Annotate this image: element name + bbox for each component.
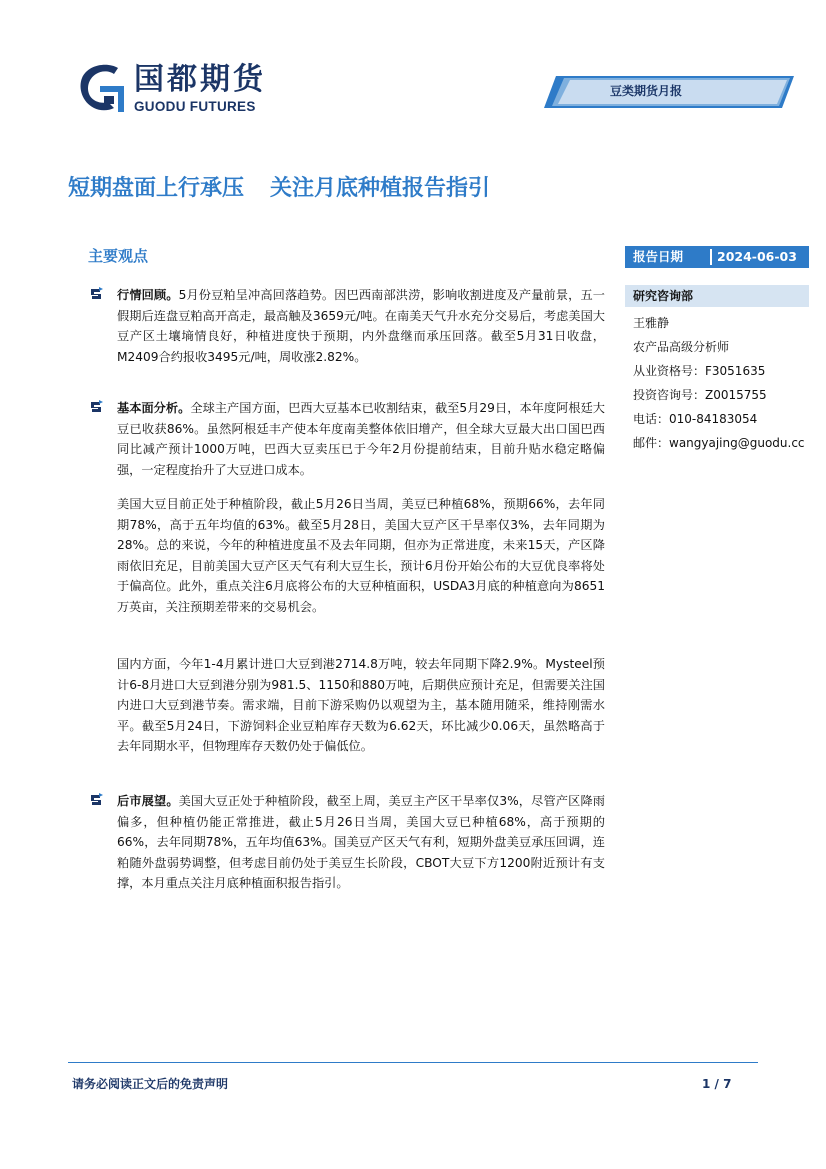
department-name: 研究咨询部 [633,289,694,303]
market-review-label: 行情回顾。 [117,288,179,302]
outlook-label: 后市展望。 [117,794,179,808]
fundamental-analysis-text: 全球主产国方面，巴西大豆基本已收割结束，截至5月29日，本年度阿根廷大豆已收获86%。虽然阿根廷丰产使本年度南美整体依旧增产，但全球大豆最大出口国巴西同比减产预计1000万吨，巴西大豆卖压已于今年2月份提前结束，目前升贴水稳定略偏强，一定程度抬升了大豆进口成本。 [117,401,605,477]
us-soybean-paragraph: 美国大豆目前正处于种植阶段，截止5月26日当周，美豆已种植68%，预期66%，去年同期78%，高于五年均值的63%。截至5月28日，美国大豆产区干旱率仅3%，去年同期为28%。总的来说，今年的种植进度虽不及去年同期，但亦为正常进度，未来15天，产区降雨依旧充足，目前美国大豆产区天气有利大豆生长，预计6月份开始公布的大豆优良率将处于偏高位。此外，重点关注6月底将公布的大豆种植面积，USDA3月底的种植意向为8651万英亩，关注预期差带来的交易机会。 [117,497,605,614]
analyst-role: 农产品高级分析师 [633,340,730,354]
bullet-swirl-icon [88,792,104,808]
page-number: 1 / 7 [702,1077,732,1091]
outlook-paragraph [117,791,605,894]
fundamental-analysis-label: 基本面分析。 [117,401,191,415]
bullet-swirl-icon [88,399,104,415]
logo-english-name: GUODU FUTURES [134,99,256,114]
disclaimer-note: 请务必阅读正文后的免责声明 [72,1077,229,1091]
bullet-swirl-icon [88,286,104,302]
email-address: 邮件：wangyajing@guodu.cc [633,436,805,450]
market-review-text: 5月份豆粕呈冲高回落趋势。因巴西南部洪涝，影响收割进度及产量前景，五一假期后连盘豆粕高开高走，最高触及3659元/吨。在南美天气升水充分交易后，考虑美国大豆产区土壤墒情良好，种植进度快于预期，内外盘继而承压回落。截至5月31日收盘，M2409合约报收3495元/吨，周收涨2.82%。 [117,288,605,364]
department-box [625,285,809,307]
license-number: 从业资格号：F3051635 [633,364,766,378]
report-title-part2: 关注月底种植报告指引 [270,176,491,201]
report-date-divider [710,249,712,265]
report-date-label: 报告日期 [633,249,684,264]
report-title [68,174,490,204]
fundamental-analysis-paragraph [117,398,605,480]
company-logo [78,62,274,118]
logo-chinese-name: 国都期货 [134,62,266,97]
analyst-name: 王雅静 [633,316,670,330]
footer-divider [68,1062,758,1063]
report-date-box [625,246,809,268]
logo-mark-icon [78,62,128,114]
market-review-paragraph [117,285,605,367]
report-type-label: 豆类期货月报 [610,84,683,98]
report-title-part1: 短期盘面上行承压 [68,176,245,201]
phone-number: 电话：010-84183054 [633,412,758,426]
report-date-value: 2024-06-03 [717,249,797,264]
outlook-text: 美国大豆正处于种植阶段，截至上周，美豆主产区干旱率仅3%，尽管产区降雨偏多，但种植仍能正常推进，截止5月26日当周，美国大豆已种植68%，高于预期的66%，去年同期78%，五年均值63%。国美豆产区天气有利，短期外盘美豆承压回调，连粕随外盘弱势调整，但考虑目前仍处于美豆生长阶段，CBOT大豆下方1200附近预计有支撑，本月重点关注月底种植面积报告指引。 [117,794,605,890]
advisor-number: 投资咨询号：Z0015755 [633,388,767,402]
report-type-banner [544,76,794,108]
domestic-paragraph: 国内方面，今年1-4月累计进口大豆到港2714.8万吨，较去年同期下降2.9%。Mysteel预计6-8月进口大豆到港分别为981.5、1150和880万吨，后期供应预计充足，但需要关注国内进口大豆到港节奏。需求端，目前下游采购仍以观望为主，基本随用随采，维持刚需水平。截至5月24日，下游饲料企业豆粕库存天数为6.62天，环比减少0.06天，虽然略高于去年同期水平，但物理库存天数仍处于偏低位。 [117,657,605,753]
main-viewpoints-heading: 主要观点 [88,247,149,265]
